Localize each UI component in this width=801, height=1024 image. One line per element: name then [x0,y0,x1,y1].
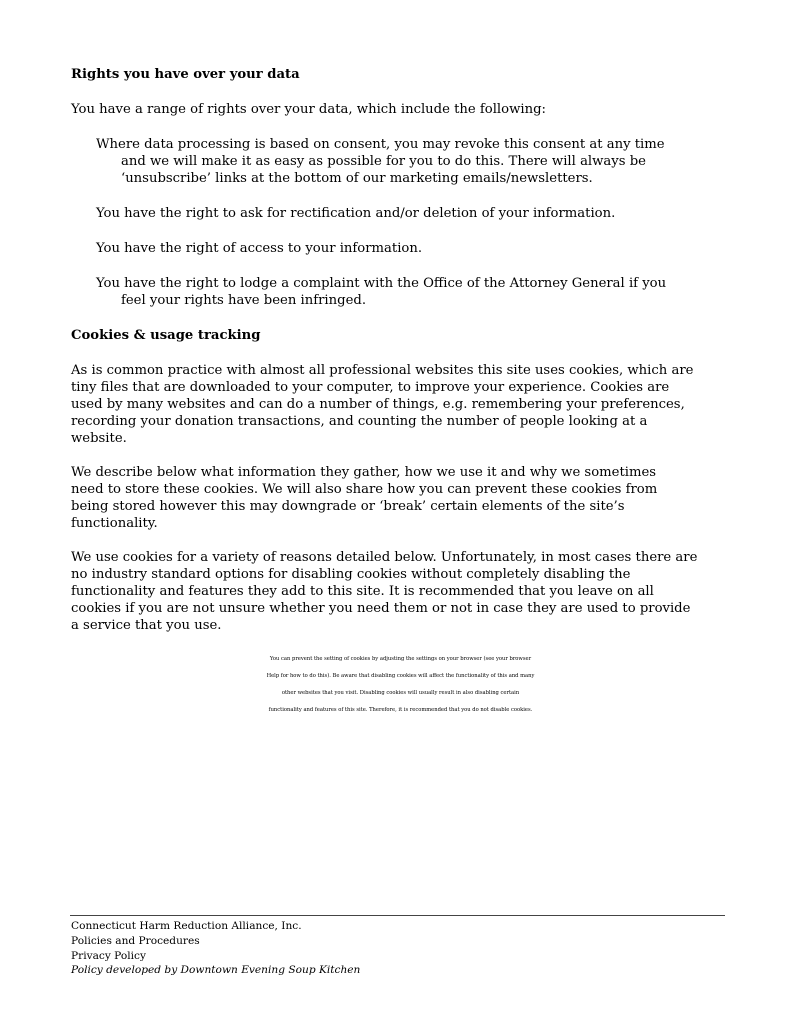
cookies-para4-line2: Help for how to do this). Be aware that disabling cookies will affect the functionality of this and many [266,673,535,679]
cookies-para1-line4: recording your donation transactions, and counting the number of people looking at a [71,414,648,429]
rights-item-consent-line3: ‘unsubscribe’ links at the bottom of our marketing emails/newsletters. [121,171,593,186]
footer-doc-group: Policies and Procedures [71,935,200,947]
cookies-para2-line1: We describe below what information they gather, how we use it and why we sometimes [71,465,657,480]
rights-item-rectification: You have the right to ask for rectification and/or deletion of your information. [96,206,616,221]
footer-credit: Policy developed by Downtown Evening Soup Kitchen [71,964,361,976]
cookies-para3-line5: a service that you use. [71,618,222,633]
footer-org-name: Connecticut Harm Reduction Alliance, Inc. [71,920,302,932]
cookies-para2-line4: functionality. [71,516,158,531]
cookies-para4-line4: functionality and features of this site. Therefore, it is recommended that you do not disable cookies. [268,707,533,713]
rights-item-access: You have the right of access to your information. [96,241,423,256]
cookies-para1-line3: used by many websites and can do a number of things, e.g. remembering your preferences, [71,397,685,412]
rights-item-consent-line2: and we will make it as easy as possible for you to do this. There will always be [121,154,646,169]
cookies-para1-line2: tiny files that are downloaded to your computer, to improve your experience. Cookies are [71,380,670,395]
rights-item-consent-line1: Where data processing is based on consent, you may revoke this consent at any time [96,137,665,152]
cookies-para4-line3: other websites that you visit. Disabling cookies will usually result in also disabling certain [281,690,520,696]
cookies-para3-line3: functionality and features they add to this site. It is recommended that you leave on all [71,584,654,599]
cookies-para1-line5: website. [71,431,127,446]
rights-item-complaint-line1: You have the right to lodge a complaint with the Office of the Attorney General if you [96,276,667,291]
footer-doc-title: Privacy Policy [71,950,146,962]
cookies-para2-line2: need to store these cookies. We will also share how you can prevent these cookies from [71,482,658,497]
footer-divider [70,915,725,916]
cookies-para3-line2: no industry standard options for disabling cookies without completely disabling the [71,567,631,582]
cookies-para2-line3: being stored however this may downgrade or ‘break’ certain elements of the site’s [71,499,625,514]
cookies-para3-line1: We use cookies for a variety of reasons detailed below. Unfortunately, in most cases there are [71,550,698,565]
cookies-para3-line4: cookies if you are not unsure whether you need them or not in case they are used to provide [71,601,691,616]
cookies-heading: Cookies & usage tracking [71,328,261,343]
cookies-para1-line1: As is common practice with almost all professional websites this site uses cookies, which are [71,363,694,378]
rights-heading: Rights you have over your data [71,67,300,82]
rights-intro: You have a range of rights over your data, which include the following: [71,102,546,117]
cookies-para4-line1: You can prevent the setting of cookies by adjusting the settings on your browser (see your browser [269,656,532,662]
rights-item-complaint-line2: feel your rights have been infringed. [121,293,367,308]
